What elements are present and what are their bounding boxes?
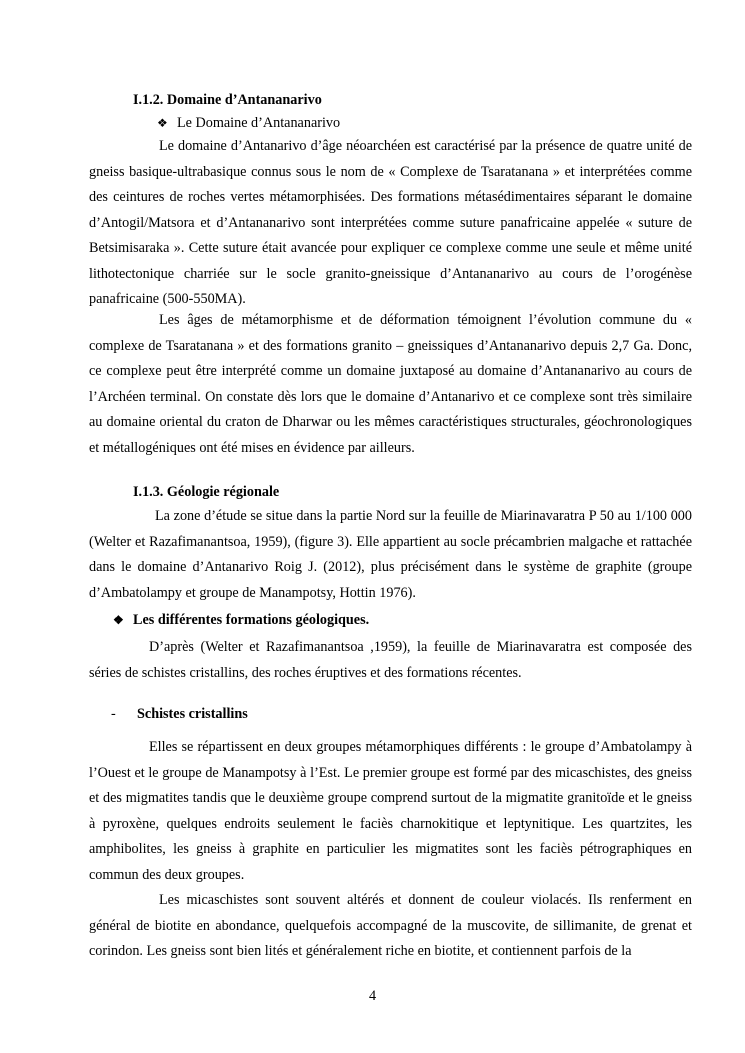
paragraph-domaine-2: Les âges de métamorphisme et de déformation témoignent l’évolution commune du « complexe de Tsaratanana » et des formations granito – gneissiques d’Antananarivo depuis 2,7 Ga. Donc, ce complexe peut être interprété comme un domaine juxtaposé au domaine d’Antananarivo au cours de l’Archéen terminal. On constate dès lors que le domaine d’Antanarivo et ce complexe sont très similaire au domaine oriental du craton de Dharwar ou les mêmes caractéristiques structurales, géochronologiques et métallogéniques ont été mises en évidence par ailleurs.	[89, 312, 692, 456]
paragraph-schistes-1: Elles se répartissent en deux groupes métamorphiques différents : le groupe d’Ambatolampy à l’Ouest et le groupe de Manampotsy à l’Est. Le premier groupe est formé par des micaschistes, des gneiss et des migmatites tandis que le deuxième groupe comprend surtout de la migmatite granitoïde et le gneiss à pyroxène, quelques endroits seulement le faciès charnokitique et leptynitique. Les quartzites, les amphibolites, les gneiss à graphite en particulier les migmatites sont les faciès pétrographiques en commun des deux groupes.	[89, 739, 692, 883]
bullet-formations-geologiques	[113, 612, 369, 629]
page-number: 4	[368, 988, 377, 1004]
subheading-schistes-cristallins	[111, 706, 248, 723]
section-heading-domaine-antananarivo: I.1.2. Domaine d’Antananarivo	[133, 92, 322, 108]
paragraph-geologie-1: La zone d’étude se situe dans la partie Nord sur la feuille de Miarinavaratra P 50 au 1/100 000 (Welter et Razafimanantsoa, 1959), (figure 3). Elle appartient au socle précambrien malgache et rattachée dans le domaine d’Antanarivo Roig J. (2012), plus précisément dans le système de graphite (groupe d’Ambatolampy et groupe de Manampotsy, Hottin 1976).	[89, 508, 692, 601]
paragraph-schistes-2: Les micaschistes sont souvent altérés et donnent de couleur violacés. Ils renferment en général de biotite en abondance, quelquefois accompagné de la muscovite, de sillimanite, de grenat et corindon. Les gneiss sont bien lités et généralement riche en biotite, et contiennent parfois de la	[89, 892, 692, 959]
diamond-bullet-icon: ❖	[113, 613, 124, 627]
diamond-bullet-icon: ❖	[157, 116, 168, 130]
dash-marker: -	[111, 706, 116, 722]
bullet-label: Le Domaine d’Antananarivo	[177, 115, 341, 131]
subheading-label: Schistes cristallins	[137, 706, 248, 722]
paragraph-geologie-2: D’après (Welter et Razafimanantsoa ,1959), la feuille de Miarinavaratra est composée des séries de schistes cristallins, des roches éruptives et des formations récentes.	[89, 639, 692, 681]
section-heading-geologie-regionale: I.1.3. Géologie régionale	[133, 484, 280, 500]
bullet-domaine-antananarivo	[157, 115, 340, 132]
paragraph-domaine-1: Le domaine d’Antanarivo d’âge néoarchéen est caractérisé par la présence de quatre unité de gneiss basique-ultrabasique connus sous le nom de « Complexe de Tsaratanana » et interprétées comme des ceintures de roches vertes métamorphisées. Des formations métasédimentaires séparant le domaine d’Antogil/Matsora et d’Antananarivo sont interprétées comme suture panafricaine appelée « suture de Betsimisaraka ». Cette suture était avancée pour expliquer ce complexe comme une seule et même unité lithotectonique charriée sur le socle granito-gneissique d’Antananarivo au cours de l’orogénèse panafricaine (500-550MA).	[89, 138, 692, 307]
bullet-label: Les différentes formations géologiques.	[133, 612, 370, 628]
